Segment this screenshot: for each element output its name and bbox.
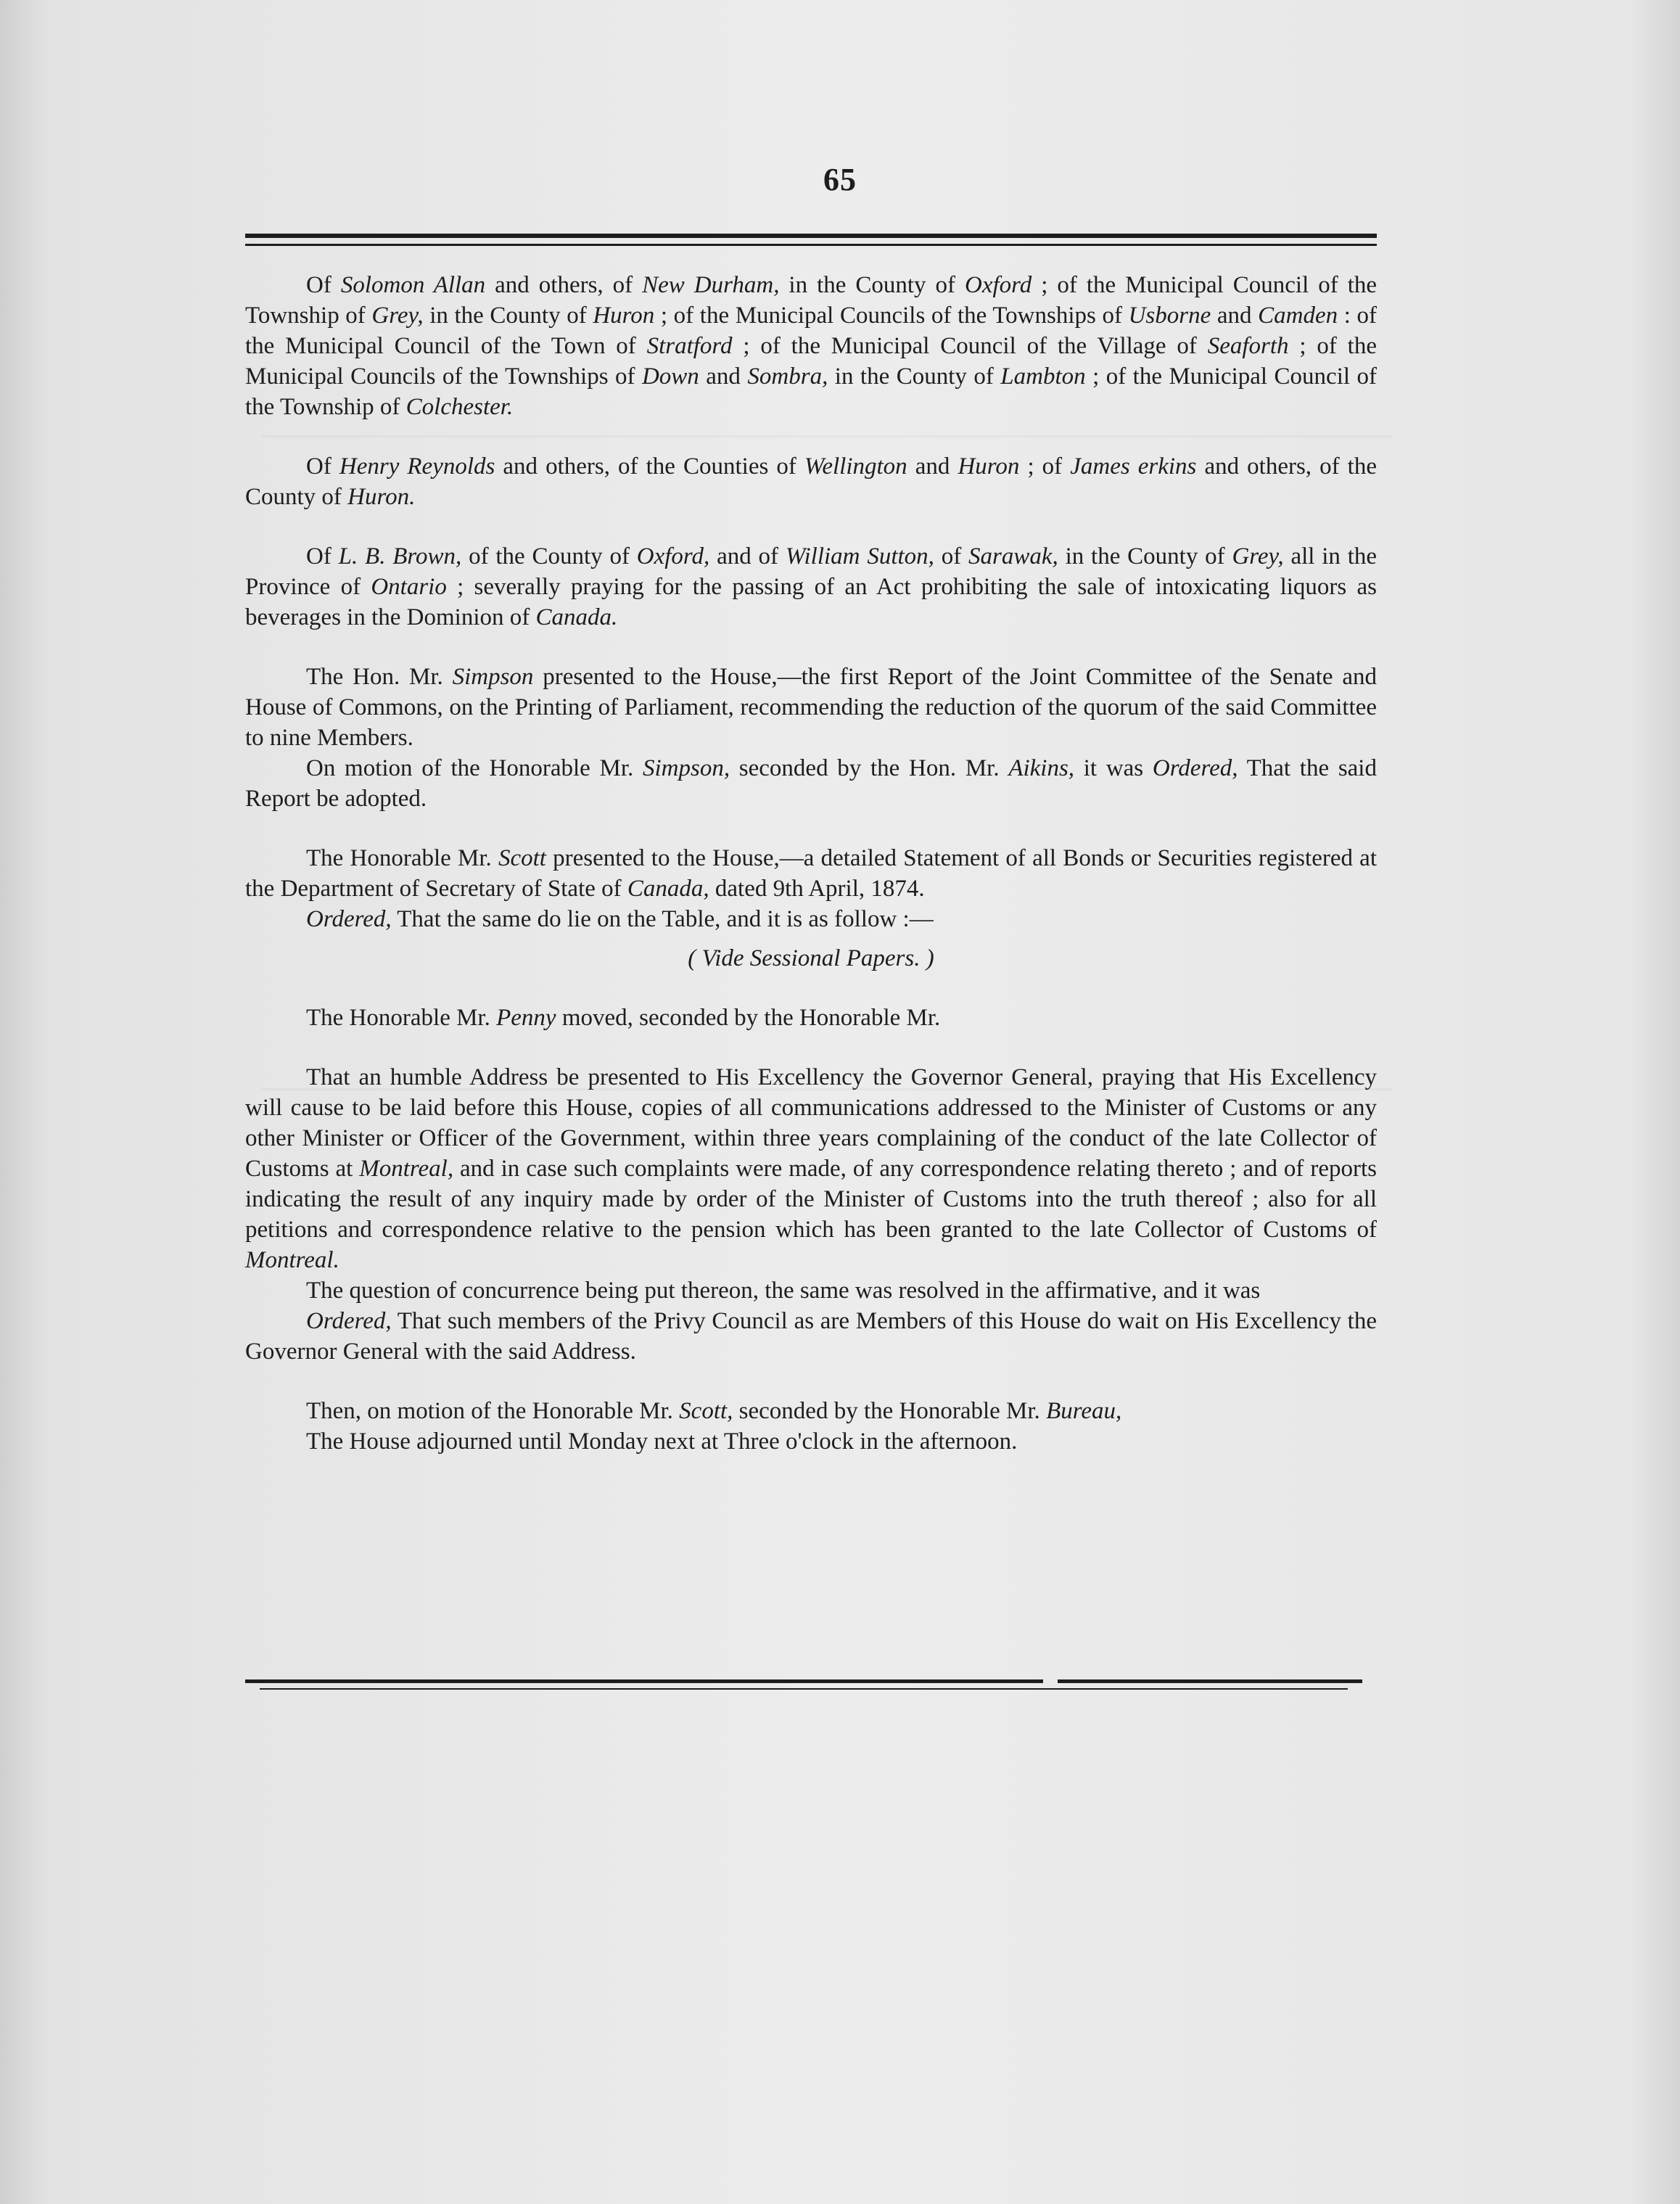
italic-text: Lambton: [1000, 363, 1086, 390]
italic-text: Aikins,: [1008, 755, 1075, 781]
text-run: and of: [709, 543, 786, 569]
text-run: seconded by the Hon. Mr.: [730, 755, 1009, 781]
text-run: On motion of the Honorable Mr.: [306, 755, 643, 781]
text-run: it was: [1074, 755, 1153, 781]
text-run: Of: [306, 272, 341, 298]
italic-text: Huron.: [347, 484, 416, 510]
text-run: moved, seconded by the Honorable Mr.: [556, 1005, 941, 1031]
italic-text: Huron: [593, 303, 655, 329]
paragraph: [245, 1275, 1377, 1306]
italic-text: Henry Reynolds: [339, 453, 495, 480]
paragraph: [245, 1003, 1377, 1033]
italic-text: Seaforth: [1207, 333, 1289, 359]
paragraph: [245, 1062, 1377, 1275]
text-run: ; severally praying for the passing of an Act prohibiting the sale of intoxicating liquors as beverages in the Dominion of: [245, 574, 1377, 630]
italic-text: Camden: [1258, 303, 1338, 329]
footer-rule: [245, 1679, 1362, 1695]
text-run: The question of concurrence being put thereon, the same was resolved in the affirmative, and it was: [306, 1278, 1261, 1304]
text-run: That an humble Address be presented to His Excellency the Governor General, praying that His Excellency will cause to be laid before this House, copies of all communications addressed to the Minister of Customs or any other Minister or Officer of the Government, within three years complaining of the conduct of the late Collector of Customs at: [245, 1064, 1377, 1182]
italic-text: Scott: [498, 845, 546, 871]
text-run: presented to the House,—the first Report of the Joint Committee of the Senate and House of Commons, on the Printing of Parliament, recommending the reduction of the quorum of the said Committee to nine Members.: [245, 664, 1377, 751]
italic-text: Ordered,: [1152, 755, 1238, 781]
italic-text: Grey,: [1232, 543, 1284, 569]
paragraph: [245, 662, 1377, 753]
italic-text: Grey,: [371, 303, 424, 329]
text-run: in the County of: [423, 303, 593, 329]
italic-text: Sombra,: [747, 363, 828, 390]
italic-text: L. B. Brown,: [338, 543, 462, 569]
italic-text: ( Vide Sessional Papers. ): [688, 945, 934, 971]
text-run: That such members of the Privy Council as are Members of this House do wait on His Excellency the Governor General with the said Address.: [245, 1308, 1377, 1365]
text-run: and others, of: [485, 272, 643, 298]
text-run: The House adjourned until Monday next at Three o'clock in the afternoon.: [306, 1428, 1018, 1455]
italic-text: Ontario: [371, 574, 447, 600]
paragraph: [245, 1426, 1377, 1457]
paragraph: [245, 541, 1377, 633]
italic-text: Huron: [958, 453, 1020, 480]
paragraph: [245, 270, 1377, 422]
text-run: in the County of: [828, 363, 1001, 390]
text-run: That the same do lie on the Table, and it is as follow :—: [391, 906, 934, 932]
italic-text: Usborne: [1128, 303, 1211, 329]
text-run: in the County of: [779, 272, 965, 298]
paragraph: [245, 1396, 1377, 1426]
footer-rule-right: [1058, 1679, 1362, 1683]
italic-text: Stratford: [646, 333, 733, 359]
paragraph: [245, 943, 1377, 974]
text-run: The Honorable Mr.: [306, 1005, 497, 1031]
header-rule-thick: [245, 234, 1377, 238]
italic-text: Bureau,: [1046, 1398, 1122, 1424]
italic-text: Down: [641, 363, 699, 390]
text-run: ; of the Municipal Council of the Village of: [732, 333, 1208, 359]
text-run: dated 9th April, 1874.: [709, 876, 925, 902]
text-run: of: [934, 543, 969, 569]
italic-text: Solomon Allan: [340, 272, 486, 298]
italic-text: Wellington: [804, 453, 907, 480]
text-run: The Hon. Mr.: [306, 664, 453, 690]
text-run: and in case such complaints were made, of any correspondence relating thereto ; and of reports indicating the result of any inquiry made by order of the Minister of Customs into the truth thereof ; also for all petitions and correspondence relative to the pension which has been granted to the late Collector of Customs of: [245, 1156, 1377, 1243]
text-run: and others, of the Counties of: [495, 453, 804, 480]
italic-text: Simpson: [452, 664, 534, 690]
text-run: and: [699, 363, 748, 390]
text-run: That the said Report be adopted.: [245, 755, 1377, 812]
italic-text: Montreal,: [359, 1156, 454, 1182]
text-run: ; of the Municipal Councils of the Townships of: [654, 303, 1129, 329]
header-rule-thin: [245, 244, 1377, 246]
italic-text: Canada.: [535, 604, 618, 630]
text-run: and: [1211, 303, 1259, 329]
text-run: seconded by the Honorable Mr.: [733, 1398, 1047, 1424]
italic-text: Oxford: [965, 272, 1032, 298]
paragraph: [245, 843, 1377, 904]
italic-text: Simpson,: [642, 755, 730, 781]
text-run: : of the Municipal Council of the Town of: [245, 303, 1378, 359]
italic-text: Scott,: [679, 1398, 733, 1424]
paragraph: [245, 451, 1377, 512]
text-run: Of: [306, 453, 339, 480]
italic-text: Ordered,: [306, 906, 392, 932]
italic-text: Ordered,: [306, 1308, 392, 1334]
footer-rule-thin: [260, 1688, 1348, 1690]
text-run: Of: [306, 543, 339, 569]
italic-text: Montreal.: [245, 1247, 339, 1273]
text-run: ; of the Municipal Council of the Township of: [245, 272, 1378, 329]
page-number: 65: [823, 162, 857, 197]
italic-text: William Sutton,: [785, 543, 934, 569]
text-run: ; of the Municipal Council of the Township of: [245, 363, 1377, 420]
italic-text: James erkins: [1070, 453, 1197, 480]
journal-text-body: [245, 270, 1377, 1486]
text-run: of the County of: [461, 543, 637, 569]
italic-text: Penny: [496, 1005, 556, 1031]
paragraph: [245, 904, 1377, 934]
text-run: Then, on motion of the Honorable Mr.: [306, 1398, 680, 1424]
header-double-rule: [245, 234, 1377, 252]
italic-text: New Durham,: [642, 272, 780, 298]
text-run: and: [907, 453, 958, 480]
footer-rule-left: [245, 1679, 1043, 1683]
text-run: ; of the Municipal Councils of the Townships of: [245, 333, 1377, 390]
text-run: ; of: [1019, 453, 1071, 480]
paragraph: [245, 753, 1377, 814]
text-run: all in the Province of: [245, 543, 1378, 600]
text-run: The Honorable Mr.: [306, 845, 498, 871]
paragraph: [245, 1306, 1377, 1367]
italic-text: Oxford,: [636, 543, 710, 569]
text-run: presented to the House,—a detailed Statement of all Bonds or Securities registered at the Department of Secretary of State of: [245, 845, 1377, 902]
text-run: in the County of: [1058, 543, 1232, 569]
italic-text: Sarawak,: [968, 543, 1058, 569]
italic-text: Colchester.: [405, 394, 514, 420]
text-run: and others, of the County of: [245, 453, 1377, 510]
italic-text: Canada,: [627, 876, 709, 902]
